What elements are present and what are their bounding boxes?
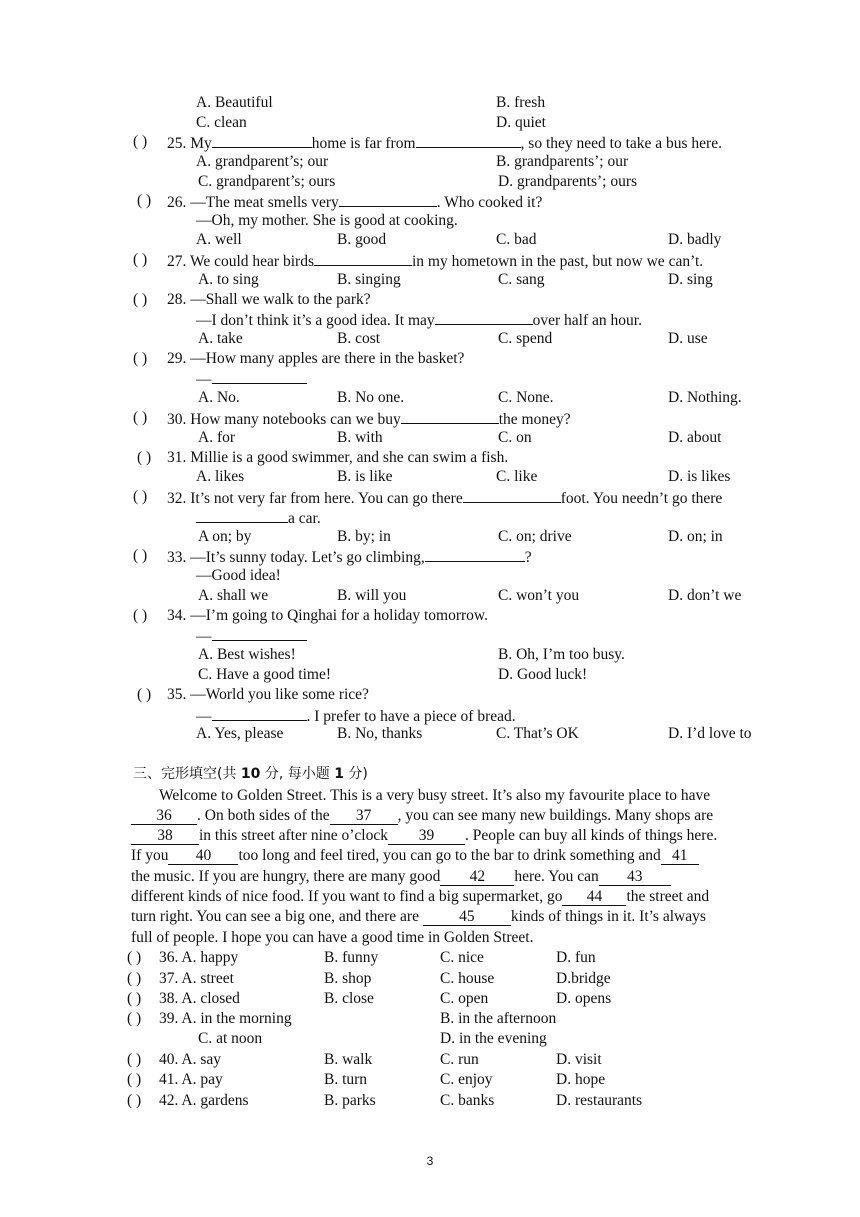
question-stem: home is far from bbox=[311, 135, 416, 152]
passage-text: , you can see many new buildings. Many shops are bbox=[397, 807, 714, 824]
question-25 bbox=[167, 132, 722, 153]
answer-bracket[interactable]: ( ) bbox=[127, 1051, 142, 1068]
q34-response bbox=[196, 625, 307, 646]
q25-option-a: A. grandparent’s; our bbox=[196, 153, 329, 170]
question-stem: a car. bbox=[288, 510, 321, 527]
q29-option-b: B. No one. bbox=[337, 389, 405, 406]
answer-blank[interactable] bbox=[196, 507, 288, 523]
blank-number[interactable]: 40 bbox=[168, 847, 238, 865]
question-27 bbox=[167, 250, 703, 271]
passage-line bbox=[131, 806, 713, 825]
q25-option-b: B. grandparents’; our bbox=[496, 153, 629, 170]
heading-text: 三、完形填空(共 bbox=[133, 766, 241, 782]
q24-option-d: D. quiet bbox=[496, 114, 546, 131]
q31-option-c: C. like bbox=[496, 468, 538, 485]
q35-option-c: C. That’s OK bbox=[496, 725, 579, 742]
q24-option-c: C. clean bbox=[196, 114, 247, 131]
answer-blank[interactable] bbox=[425, 546, 525, 562]
q35-response bbox=[196, 705, 516, 726]
cloze-40-option-b: B. walk bbox=[324, 1051, 373, 1068]
answer-bracket[interactable]: ( ) bbox=[127, 990, 142, 1007]
answer-bracket[interactable]: ( ) bbox=[133, 547, 148, 564]
q27-option-d: D. sing bbox=[668, 271, 713, 288]
q28-response bbox=[196, 309, 642, 330]
blank-number[interactable]: 36 bbox=[131, 807, 197, 825]
passage-line: Welcome to Golden Street. This is a very busy street. It’s also my favourite place to have bbox=[159, 787, 711, 804]
blank-number[interactable]: 45 bbox=[423, 908, 511, 926]
question-stem: over half an hour. bbox=[532, 312, 642, 329]
cloze-41-option-d: D. hope bbox=[556, 1071, 606, 1088]
q26-option-d: D. badly bbox=[668, 231, 722, 248]
cloze-38-option-a: 38. A. closed bbox=[159, 990, 240, 1007]
cloze-39-option-c: C. at noon bbox=[198, 1030, 263, 1047]
answer-bracket[interactable]: ( ) bbox=[137, 686, 152, 703]
question-30 bbox=[167, 408, 571, 429]
q35-option-d: D. I’d love to bbox=[668, 725, 752, 742]
question-29: 29. —How many apples are there in the basket? bbox=[167, 350, 465, 367]
section-heading bbox=[133, 765, 368, 784]
passage-text: If you bbox=[131, 847, 169, 864]
passage-line bbox=[131, 867, 671, 886]
passage-text: here. You can bbox=[514, 868, 599, 885]
q29-option-c: C. None. bbox=[498, 389, 554, 406]
cloze-38-option-d: D. opens bbox=[556, 990, 612, 1007]
heading-points: 1 bbox=[334, 766, 344, 782]
q28-option-d: D. use bbox=[668, 330, 708, 347]
cloze-37-option-b: B. shop bbox=[324, 970, 372, 987]
question-31: 31. Millie is a good swimmer, and she can swim a fish. bbox=[167, 449, 509, 466]
cloze-39-option-d: D. in the evening bbox=[440, 1030, 547, 1047]
question-stem: — bbox=[196, 628, 212, 645]
cloze-41-option-a: 41. A. pay bbox=[159, 1071, 223, 1088]
q32-option-a: A on; by bbox=[198, 528, 252, 545]
q30-option-c: C. on bbox=[498, 429, 532, 446]
answer-bracket[interactable]: ( ) bbox=[127, 949, 142, 966]
cloze-38-option-c: C. open bbox=[440, 990, 489, 1007]
q27-option-c: C. sang bbox=[498, 271, 545, 288]
q33-option-b: B. will you bbox=[337, 587, 407, 604]
answer-blank[interactable] bbox=[463, 487, 561, 503]
question-stem: 27. We could hear birds bbox=[167, 253, 314, 270]
answer-bracket[interactable]: ( ) bbox=[133, 350, 148, 367]
q30-option-b: B. with bbox=[337, 429, 383, 446]
q27-option-a: A. to sing bbox=[198, 271, 259, 288]
question-stem: ? bbox=[524, 549, 532, 566]
passage-text: too long and feel tired, you can go to the bar to drink something and bbox=[238, 847, 661, 864]
question-stem: . I prefer to have a piece of bread. bbox=[306, 708, 516, 725]
cloze-40-option-d: D. visit bbox=[556, 1051, 602, 1068]
cloze-36-option-b: B. funny bbox=[324, 949, 379, 966]
cloze-40-option-a: 40. A. say bbox=[159, 1051, 221, 1068]
q27-option-b: B. singing bbox=[337, 271, 401, 288]
cloze-36-option-d: D. fun bbox=[556, 949, 596, 966]
cloze-42-option-c: C. banks bbox=[440, 1092, 495, 1109]
heading-text: 分) bbox=[343, 766, 368, 782]
q34-option-c: C. Have a good time! bbox=[198, 666, 332, 683]
passage-text: the music. If you are hungry, there are many good bbox=[131, 868, 441, 885]
q32-continuation bbox=[196, 507, 321, 528]
q35-option-b: B. No, thanks bbox=[337, 725, 423, 742]
cloze-40-option-c: C. run bbox=[440, 1051, 479, 1068]
q29-response bbox=[196, 368, 307, 389]
question-stem: 33. —It’s sunny today. Let’s go climbing, bbox=[167, 549, 425, 566]
answer-bracket[interactable]: ( ) bbox=[133, 251, 148, 268]
passage-text: the street and bbox=[626, 888, 710, 905]
passage-line bbox=[131, 907, 706, 926]
answer-bracket[interactable]: ( ) bbox=[133, 607, 148, 624]
answer-blank[interactable] bbox=[401, 408, 499, 424]
passage-line bbox=[131, 846, 699, 865]
q29-option-a: A. No. bbox=[198, 389, 240, 406]
q34-option-a: A. Best wishes! bbox=[198, 646, 296, 663]
question-stem: . Who cooked it? bbox=[436, 194, 543, 211]
passage-text: kinds of things in it. It’s always bbox=[510, 908, 706, 925]
q26-option-b: B. good bbox=[337, 231, 387, 248]
question-stem: 25. My bbox=[167, 135, 212, 152]
answer-bracket[interactable]: ( ) bbox=[127, 1092, 142, 1109]
passage-text: in this street after nine o’clock bbox=[199, 827, 388, 844]
q33-response: —Good idea! bbox=[196, 567, 281, 584]
passage-text: . On both sides of the bbox=[197, 807, 330, 824]
answer-blank[interactable] bbox=[416, 132, 521, 148]
q30-option-a: A. for bbox=[198, 429, 236, 446]
page-number: 3 bbox=[426, 1154, 434, 1168]
q33-option-a: A. shall we bbox=[198, 587, 269, 604]
answer-bracket[interactable]: ( ) bbox=[127, 1071, 142, 1088]
cloze-41-option-c: C. enjoy bbox=[440, 1071, 493, 1088]
answer-bracket[interactable]: ( ) bbox=[137, 449, 152, 466]
question-26 bbox=[167, 191, 542, 212]
cloze-36-option-c: C. nice bbox=[440, 949, 484, 966]
heading-points: 10 bbox=[240, 766, 261, 782]
question-stem: in my hometown in the past, but now we can’t. bbox=[411, 253, 704, 270]
answer-bracket[interactable]: ( ) bbox=[133, 409, 148, 426]
q26-option-c: C. bad bbox=[496, 231, 537, 248]
q31-option-d: D. is likes bbox=[668, 468, 731, 485]
passage-text: different kinds of nice food. If you want to find a big supermarket, go bbox=[131, 888, 563, 905]
passage-text: . People can buy all kinds of things here. bbox=[464, 827, 718, 844]
q35-option-a: A. Yes, please bbox=[196, 725, 284, 742]
question-stem: — bbox=[196, 371, 212, 388]
answer-bracket[interactable]: ( ) bbox=[127, 1010, 142, 1027]
answer-bracket[interactable]: ( ) bbox=[133, 291, 148, 308]
blank-number[interactable]: 42 bbox=[440, 868, 514, 886]
question-34: 34. —I’m going to Qinghai for a holiday tomorrow. bbox=[167, 607, 488, 624]
question-stem: 30. How many notebooks can we buy bbox=[167, 411, 401, 428]
q32-option-c: C. on; drive bbox=[498, 528, 572, 545]
cloze-38-option-b: B. close bbox=[324, 990, 374, 1007]
q34-option-d: D. Good luck! bbox=[498, 666, 588, 683]
answer-blank[interactable] bbox=[212, 368, 307, 384]
cloze-39-option-a: 39. A. in the morning bbox=[159, 1010, 292, 1027]
cloze-42-option-a: 42. A. gardens bbox=[159, 1092, 249, 1109]
q25-option-c: C. grandparent’s; ours bbox=[198, 173, 336, 190]
question-stem: — bbox=[196, 708, 212, 725]
cloze-37-option-a: 37. A. street bbox=[159, 970, 234, 987]
question-stem: , so they need to take a bus here. bbox=[520, 135, 722, 152]
q30-option-d: D. about bbox=[668, 429, 722, 446]
q25-option-d: D. grandparents’; ours bbox=[498, 173, 638, 190]
q32-option-d: D. on; in bbox=[668, 528, 723, 545]
q28-option-c: C. spend bbox=[498, 330, 553, 347]
blank-number[interactable]: 44 bbox=[562, 888, 626, 906]
passage-line bbox=[131, 826, 717, 845]
question-stem: —I don’t think it’s a good idea. It may bbox=[196, 312, 435, 329]
question-stem: foot. You needn’t go there bbox=[560, 490, 723, 507]
q32-option-b: B. by; in bbox=[337, 528, 391, 545]
q24-option-a: A. Beautiful bbox=[196, 94, 273, 111]
q24-option-b: B. fresh bbox=[496, 94, 546, 111]
q26-option-a: A. well bbox=[196, 231, 242, 248]
q26-response: —Oh, my mother. She is good at cooking. bbox=[196, 212, 458, 229]
answer-blank[interactable] bbox=[339, 191, 437, 207]
answer-bracket[interactable]: ( ) bbox=[137, 192, 152, 209]
question-28: 28. —Shall we walk to the park? bbox=[167, 291, 371, 308]
question-33 bbox=[167, 546, 532, 567]
q28-option-b: B. cost bbox=[337, 330, 381, 347]
cloze-42-option-b: B. parks bbox=[324, 1092, 376, 1109]
answer-blank[interactable] bbox=[212, 132, 312, 148]
q28-option-a: A. take bbox=[198, 330, 243, 347]
cloze-42-option-d: D. restaurants bbox=[556, 1092, 643, 1109]
cloze-37-option-d: D.bridge bbox=[556, 970, 611, 987]
question-stem: 26. —The meat smells very bbox=[167, 194, 339, 211]
passage-line: full of people. I hope you can have a good time in Golden Street. bbox=[131, 929, 534, 946]
passage-line bbox=[131, 887, 709, 906]
blank-number[interactable]: 39 bbox=[388, 827, 465, 845]
answer-blank[interactable] bbox=[212, 625, 307, 641]
cloze-41-option-b: B. turn bbox=[324, 1071, 368, 1088]
answer-bracket[interactable]: ( ) bbox=[133, 488, 148, 505]
answer-bracket[interactable]: ( ) bbox=[127, 970, 142, 987]
q31-option-a: A. likes bbox=[196, 468, 245, 485]
q33-option-c: C. won’t you bbox=[498, 587, 580, 604]
question-stem: 32. It’s not very far from here. You can go there bbox=[167, 490, 463, 507]
cloze-37-option-c: C. house bbox=[440, 970, 495, 987]
q33-option-d: D. don’t we bbox=[668, 587, 742, 604]
blank-number[interactable]: 41 bbox=[661, 847, 699, 865]
cloze-36-option-a: 36. A. happy bbox=[159, 949, 239, 966]
heading-text: 分, 每小题 bbox=[260, 766, 335, 782]
q31-option-b: B. is like bbox=[337, 468, 393, 485]
blank-number[interactable]: 37 bbox=[330, 807, 398, 825]
q34-option-b: B. Oh, I’m too busy. bbox=[498, 646, 625, 663]
answer-blank[interactable] bbox=[435, 309, 533, 325]
answer-blank[interactable] bbox=[212, 705, 307, 721]
question-32 bbox=[167, 487, 722, 508]
question-stem: the money? bbox=[498, 411, 571, 428]
passage-text: turn right. You can see a big one, and there are bbox=[131, 908, 423, 925]
blank-number[interactable]: 43 bbox=[599, 868, 671, 886]
q29-option-d: D. Nothing. bbox=[668, 389, 742, 406]
blank-number[interactable]: 38 bbox=[131, 827, 199, 845]
cloze-39-option-b: B. in the afternoon bbox=[440, 1010, 557, 1027]
answer-blank[interactable] bbox=[314, 250, 412, 266]
answer-bracket[interactable]: ( ) bbox=[133, 133, 148, 150]
question-35: 35. —World you like some rice? bbox=[167, 686, 369, 703]
